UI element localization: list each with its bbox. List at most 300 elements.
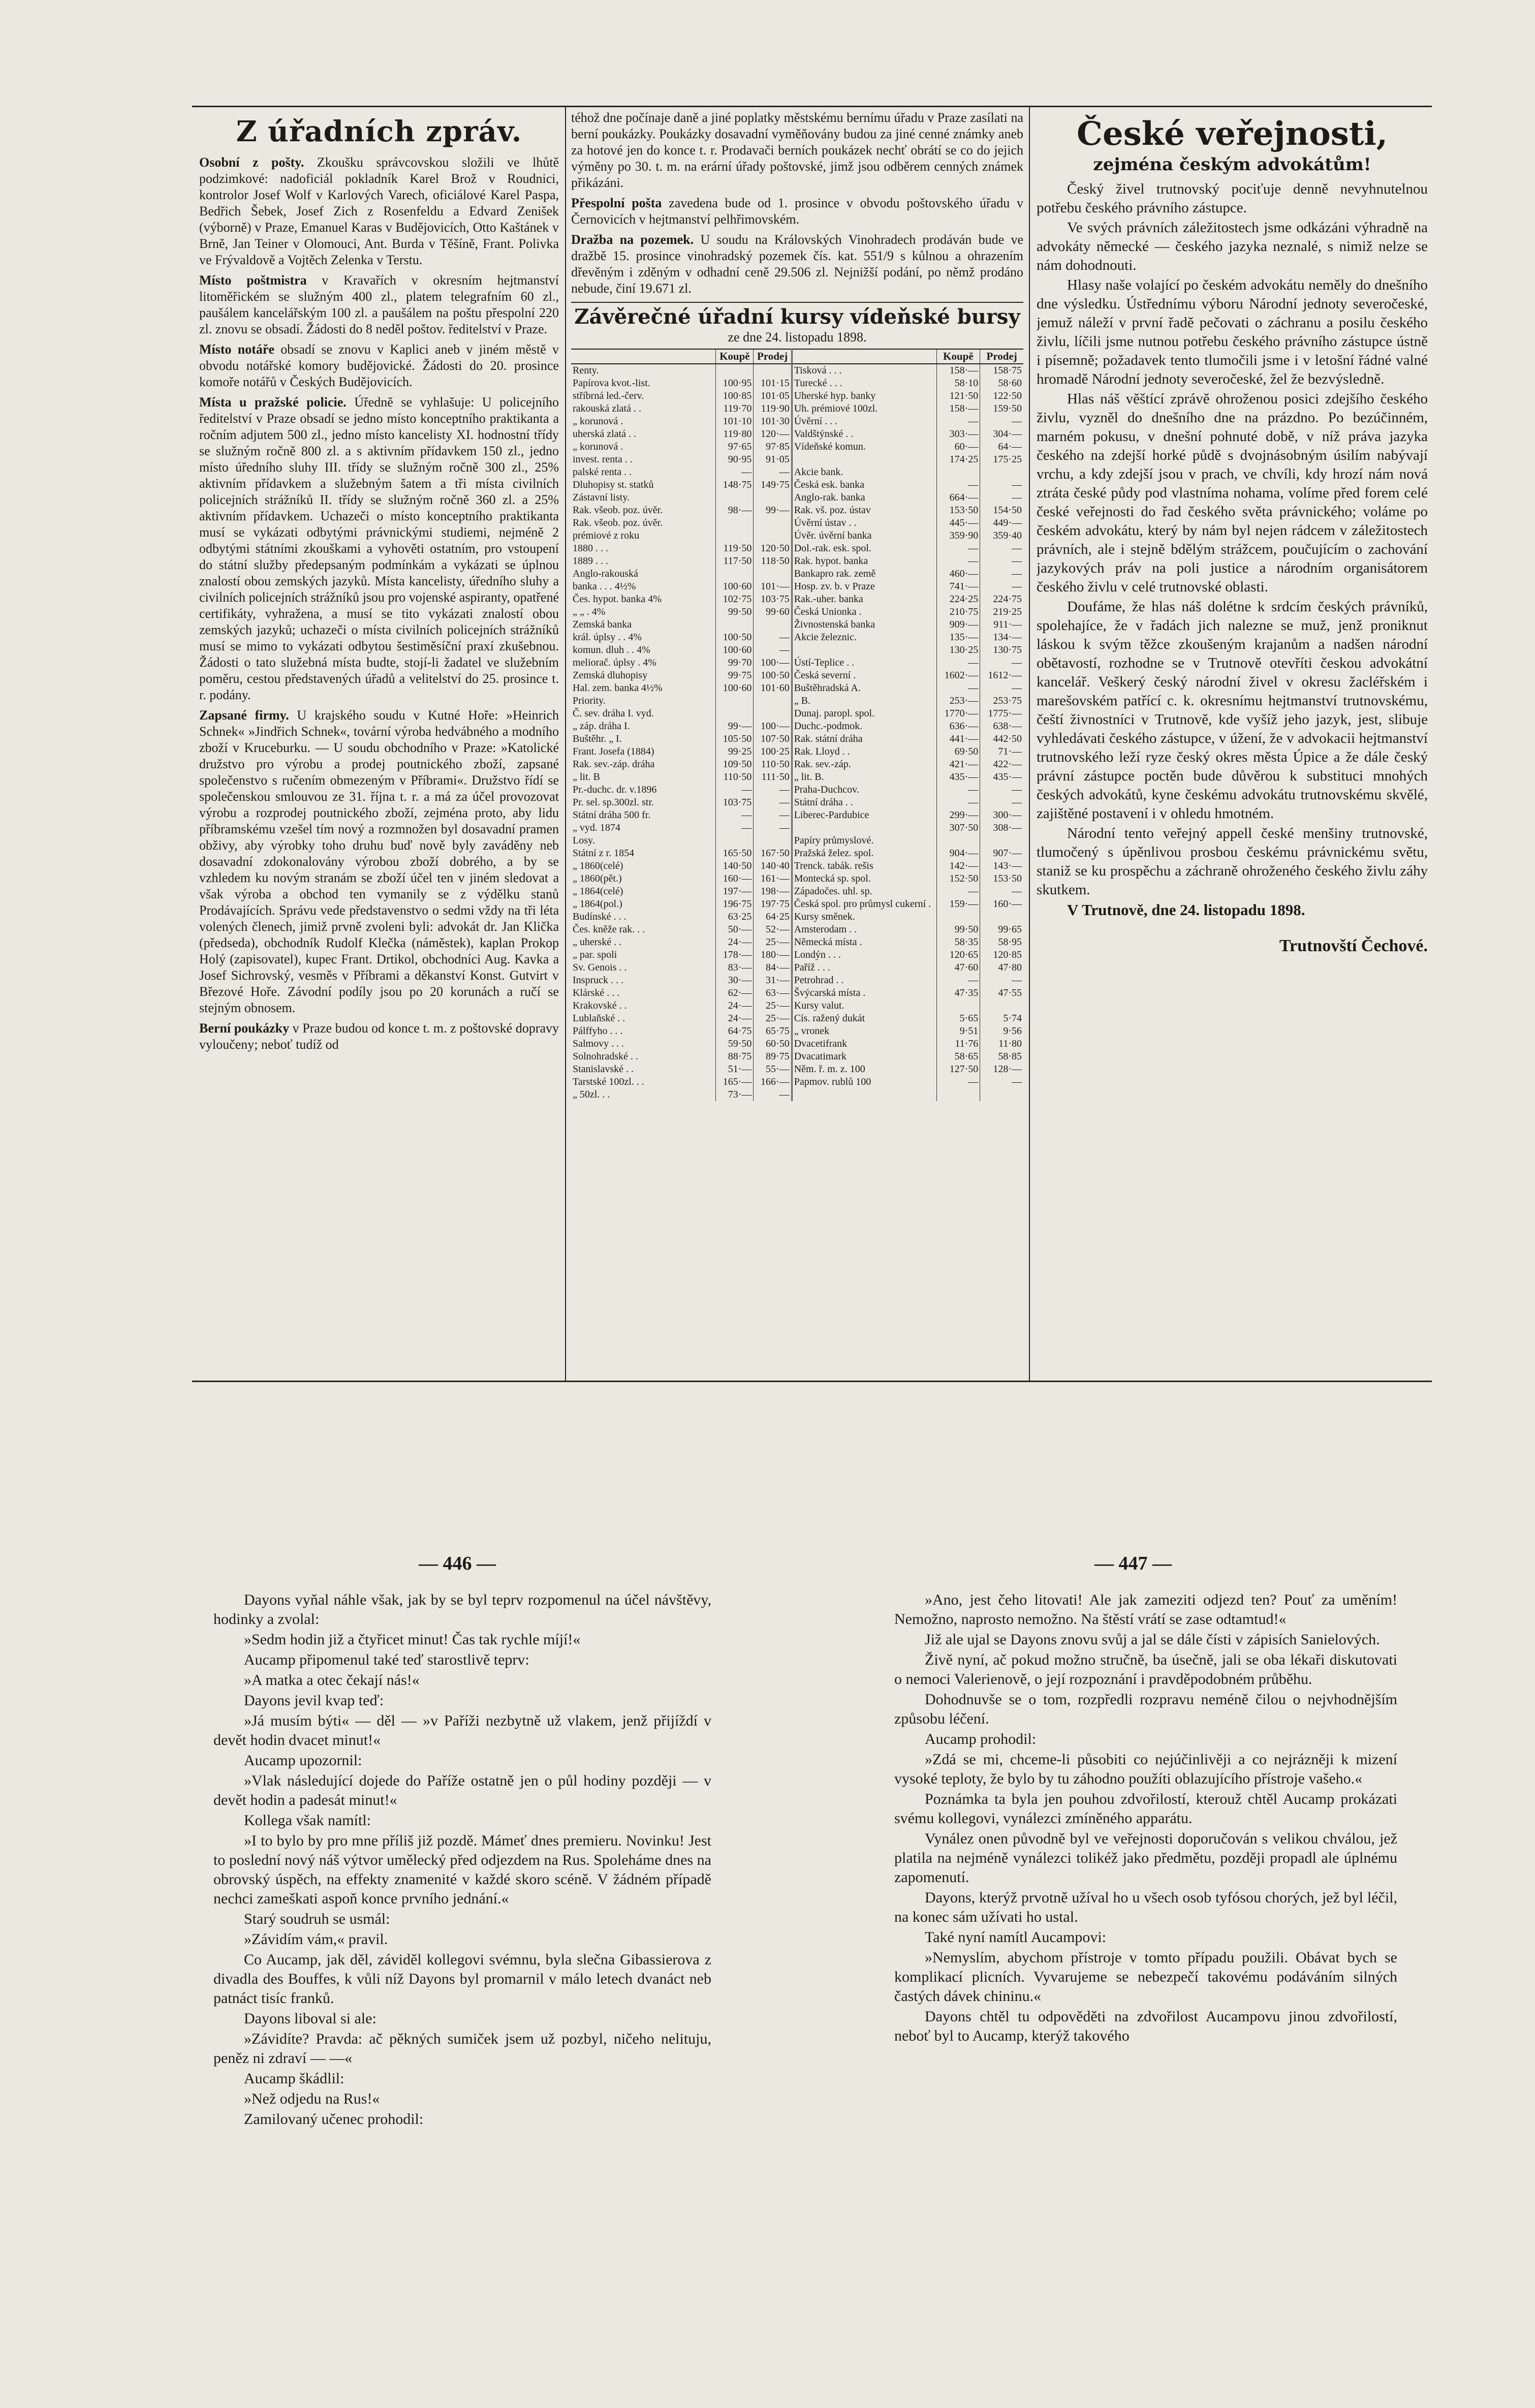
security-name: Kursy směnek. (792, 911, 936, 923)
sell-price: — (980, 580, 1023, 593)
table-row (571, 656, 1023, 669)
sell-price: 1775·— (980, 707, 1023, 720)
security-name: Hal. zem. banka 4½% (573, 682, 663, 694)
security-name: Salmovy . . . (573, 1038, 624, 1049)
sell-price (754, 517, 792, 529)
buy-price: 90·95 (716, 453, 754, 466)
table-row (571, 745, 1023, 758)
security-name: Něm. ř. m. z. 100 (792, 1063, 936, 1076)
buy-price: 103·75 (716, 796, 754, 809)
table-row (571, 1038, 1023, 1050)
novel-paragraph: Dayons, kterýž prvotně užíval ho u všech osob tyfósou chorých, jež byl léčil, na konec sám užívati ho ustal. (894, 1889, 1397, 1925)
buy-price: — (936, 542, 980, 555)
sell-price (754, 618, 792, 631)
security-name: Pr.-duchc. dr. v.1896 (573, 784, 657, 795)
security-name: Anglo-rakouská (573, 568, 638, 579)
sell-price (980, 834, 1023, 847)
table-row (571, 682, 1023, 695)
security-name: Amsterodam . . (792, 923, 936, 936)
sell-price: 130·75 (980, 644, 1023, 656)
table-row (571, 911, 1023, 923)
security-name: stříbrná led.-červ. (573, 390, 644, 401)
security-name: Česká severní . (792, 669, 936, 682)
sell-price: 435·— (980, 771, 1023, 784)
sell-price: — (980, 796, 1023, 809)
buy-price (936, 834, 980, 847)
buy-price (716, 707, 754, 720)
buy-price (716, 517, 754, 529)
buy-price: 47·60 (936, 961, 980, 974)
article-title: Osobní z pošty. (199, 155, 304, 170)
table-row (571, 415, 1023, 428)
sell-price: 31·— (754, 974, 792, 987)
section-heading: Z úřadních zpráv. (236, 115, 522, 148)
paragraph: Hlas náš věštící zprávě ohroženou posici zdejšího českého živlu, vyzněl do dnešního dne na prázdno. Po bezúčinném, marném pokusu, v dnešní pohnuté době, v níž práva jazyka českého na zdejší horké půdě s dvojnásobným úsilím nabývají vrchu, a kdy zdejší jsou v prach, ve chvíli, kdy hrozí nám nová ztráta české půdy pod vlastníma nohama, volíme před forem celé české veřejnosti do řad českého světa právnického; voláme po českém advokátu, který by nám byl nejen rádcem v záležitostech právních, ale i stejně bdělým strážcem, poučujícím o zachování jazykových práv na poli justice a národním organisátorem českého živlu v celé trutnovské oblasti. (1037, 391, 1428, 595)
buy-price: — (936, 479, 980, 491)
table-row (571, 936, 1023, 949)
buy-price: 58·65 (936, 1050, 980, 1063)
column-rule-2 (1029, 106, 1030, 1381)
table-row (571, 402, 1023, 415)
security-name: Rak. sev.-záp. (792, 758, 936, 771)
table-row (571, 479, 1023, 491)
sell-price: — (980, 555, 1023, 568)
buy-price: 99·25 (716, 745, 754, 758)
buy-price: 224·25 (936, 593, 980, 606)
table-row (571, 771, 1023, 784)
article-title: Místa u pražské policie. (199, 395, 347, 410)
security-name: Buštěhradská A. (792, 682, 936, 695)
buy-price: 119·80 (716, 428, 754, 441)
security-name: Turecké . . . (792, 377, 936, 390)
sell-price: 25·— (754, 936, 792, 949)
sell-price: 91·05 (754, 453, 792, 466)
security-name: Stanislavské . . (573, 1064, 634, 1075)
security-name: Zástavní listy. (573, 492, 630, 503)
bottom-border (192, 1381, 1432, 1382)
security-name: Úvěrní . . . (792, 415, 936, 428)
buy-price: 73·— (716, 1088, 754, 1101)
buy-price (716, 618, 754, 631)
novel-paragraph: »Vlak následující dojede do Paříže ostatně jen o půl hodiny později — v devět hodin a padesát minut!« (213, 1772, 711, 1808)
table-row (571, 453, 1023, 466)
security-name: Liberec-Pardubice (792, 809, 936, 822)
buy-price: 909·— (936, 618, 980, 631)
sell-price: — (754, 784, 792, 796)
sell-price: — (754, 822, 792, 834)
sell-price: — (980, 542, 1023, 555)
novel-text (213, 1590, 711, 2129)
table-row (571, 898, 1023, 911)
novel-paragraph: Dayons vyňal náhle však, jak by se byl teprv rozpomenul na účel návštěvy, hodinky a zvolal: (213, 1591, 711, 1628)
security-name: Ústí-Teplice . . (792, 656, 936, 669)
buy-price: 741·— (936, 580, 980, 593)
buy-price (716, 834, 754, 847)
sell-price: 128·— (980, 1063, 1023, 1076)
article (199, 341, 559, 390)
buy-price: 174·25 (936, 453, 980, 466)
buy-price: — (716, 809, 754, 822)
buy-price: 140·50 (716, 860, 754, 872)
table-row (571, 733, 1023, 745)
article-title: Zapsané firmy. (199, 708, 289, 723)
article-continuation: téhož dne počínaje daně a jiné poplatky městskému bernímu úřadu v Praze zasílati na berní poukázky. Poukázky dosavadní vyměňovány budou za jiné cenné známky aneb za hotové jen do konce t. r. Prodavači berních poukázek nechť obrátí se co do jejich výměny po 30. t. m. na erární úřady poštovské, jimž jsou odběrem cenných známek přikázáni. (571, 110, 1023, 190)
table-row (571, 720, 1023, 733)
security-name: prémiové z roku (573, 530, 640, 541)
novel-page-right (894, 1590, 1397, 2393)
buy-price: 100·50 (716, 631, 754, 644)
paragraph: Hlasy naše volající po českém advokátu neměly do dnešního dne výsledku. Ústřednímu výboru Národní jednoty severočeské, jemuž náleží v první řadě pečovati o záchranu a posilu českého živlu, líčili jsme nutnou potřebu českého právního zástupce ústně i písemně; požadavek tento tlumočili jsme i v letošní řádné valné hromadě Národní jednoty severočeské, žel že bezvýsledně. (1037, 277, 1428, 387)
sell-price: 101·— (754, 580, 792, 593)
novel-paragraph: »Nemyslím, abychom přístroje v tomto případu použili. Obávat bych se komplikací plicních. Vyvarujeme se nebezpečí takovému podáváním silných častých dávek chininu.« (894, 1949, 1397, 2005)
security-name: Rak.-uher. banka (792, 593, 936, 606)
sell-price: 111·50 (754, 771, 792, 784)
buy-price: 130·25 (936, 644, 980, 656)
security-name: Uherské hyp. banky (792, 390, 936, 402)
security-name: Solnohradské . . (573, 1051, 638, 1062)
buy-price: 664·— (936, 491, 980, 504)
novel-paragraph: Vynález onen původně byl ve veřejnosti doporučován s velikou chválou, jež platila na nejméně vynálezci tolikéž jako předmětu, později propadl ale úplnému zapomenutí. (894, 1830, 1397, 1886)
novel-paragraph: Aucamp prohodil: (925, 1731, 1037, 1747)
buy-price: 99·75 (716, 669, 754, 682)
buy-price: 121·50 (936, 390, 980, 402)
sell-price: 107·50 (754, 733, 792, 745)
sell-price: 198·— (754, 885, 792, 898)
security-name: „ uherské . . (573, 936, 622, 948)
buy-price: 460·— (936, 568, 980, 580)
sell-price: — (980, 415, 1023, 428)
security-name: „ 1860(pět.) (573, 873, 622, 884)
buy-price: 58·35 (936, 936, 980, 949)
novel-paragraph: Také nyní namítl Aucampovi: (925, 1929, 1106, 1946)
buy-price: — (936, 682, 980, 695)
sell-price: 175·25 (980, 453, 1023, 466)
security-name: Č. sev. dráha I. vyd. (573, 708, 654, 719)
sell-price: 159·50 (980, 402, 1023, 415)
security-name: Dunaj. paropl. spol. (792, 707, 936, 720)
sell-price: 100·— (754, 656, 792, 669)
security-name: „ „ . 4% (573, 606, 606, 617)
security-name: Pálffyho . . . (573, 1025, 623, 1037)
security-name: Klárské . . . (573, 987, 620, 998)
sell-price (754, 491, 792, 504)
security-name: Rak. státní dráha (792, 733, 936, 745)
sell-price: 110·50 (754, 758, 792, 771)
security-name: Montecká sp. spol. (792, 872, 936, 885)
buy-price: 152·50 (936, 872, 980, 885)
security-name: „ lit. B (573, 771, 600, 783)
security-name: Čes. kněže rak. . . (573, 924, 645, 935)
sell-price: — (754, 809, 792, 822)
buy-price: 109·50 (716, 758, 754, 771)
buy-price: 178·— (716, 949, 754, 961)
security-name: Německá místa . (792, 936, 936, 949)
paragraph: Ve svých právních záležitostech jsme odkázáni výhradně na advokáty německé — českého jazyka neznalé, s nimiž nelze se nám dohodnouti. (1037, 220, 1428, 273)
table-row (571, 784, 1023, 796)
table-row (571, 542, 1023, 555)
buy-price: 120·65 (936, 949, 980, 961)
security-name: Papírova kvot.-list. (573, 378, 650, 389)
col-header-buy: Koupě (716, 349, 754, 364)
security-name: 1889 . . . (573, 555, 608, 567)
security-name: palské renta . . (573, 466, 632, 478)
security-name: Renty. (573, 365, 599, 376)
appeal-heading: České veřejnosti, (1077, 115, 1388, 153)
security-name: Úvěr. úvěrní banka (792, 529, 936, 542)
sell-price: 58·95 (980, 936, 1023, 949)
security-name: Buštěhr. „ I. (573, 733, 622, 744)
table-row (571, 1088, 1023, 1101)
security-name: Cís. ražený dukát (792, 1012, 936, 1025)
security-name: Dluhopisy st. statků (573, 479, 654, 490)
security-name: Bankapro rak. země (792, 568, 936, 580)
security-name: Úvěrní ústav . . (792, 517, 936, 529)
dateline: V Trutnově, dne 24. listopadu 1898. (1067, 901, 1305, 919)
buy-price: — (716, 466, 754, 479)
security-name: Česká Unionka . (792, 606, 936, 618)
table-row (571, 796, 1023, 809)
sell-price: 101·05 (754, 390, 792, 402)
security-name: Akcie bank. (792, 466, 936, 479)
table-row (571, 364, 1023, 377)
security-name: Duchc.-podmok. (792, 720, 936, 733)
sell-price: 100·25 (754, 745, 792, 758)
security-name: „ vronek (792, 1025, 936, 1038)
sell-price: 120·— (754, 428, 792, 441)
security-name: Petrohrad . . (792, 974, 936, 987)
sell-price: 122·50 (980, 390, 1023, 402)
buy-price: 110·50 (716, 771, 754, 784)
sell-price: — (980, 1076, 1023, 1088)
security-name (792, 822, 936, 834)
sell-price: 304·— (980, 428, 1023, 441)
buy-price: — (936, 415, 980, 428)
buy-price: — (936, 656, 980, 669)
buy-price (936, 911, 980, 923)
sell-price: 100·50 (754, 669, 792, 682)
top-border (192, 106, 1432, 107)
article (571, 232, 1023, 297)
table-row (571, 428, 1023, 441)
novel-paragraph: »Zdá se mi, chceme-li působiti co nejúčinlivěji a co nejrázněji k mizení vysoké teploty, že bylo by tu záhodno použíti oblazujícího přístroje vašeho.« (894, 1751, 1397, 1787)
novel-paragraph: »A matka a otec čekají nás!« (244, 1672, 420, 1688)
article-text: U soudu na Královských Vinohradech prodáván bude ve dražbě 15. prosince vinohradský pozemek čís. kat. 551/9 s kůlnou a ohrazením dřevěným i zděným v odhadní ceně 29.506 zl. Nejnižší podání, po němž prodáno nebude, činí 19.671 zl. (571, 232, 1023, 296)
exchange-rates-title: Závěrečné úřadní kursy vídeňské bursy (574, 305, 1020, 329)
buy-price: — (936, 885, 980, 898)
table-row (571, 669, 1023, 682)
buy-price: 303·— (936, 428, 980, 441)
sell-price: 58·60 (980, 377, 1023, 390)
buy-price: 69·50 (936, 745, 980, 758)
column-official-news (199, 112, 559, 1377)
security-name (792, 453, 936, 466)
buy-price: 142·— (936, 860, 980, 872)
sell-price: 58·85 (980, 1050, 1023, 1063)
sell-price: — (980, 491, 1023, 504)
table-row (571, 441, 1023, 453)
sell-price: 120·50 (754, 542, 792, 555)
buy-price: 307·50 (936, 822, 980, 834)
security-name: Státní dráha . . (792, 796, 936, 809)
buy-price (716, 491, 754, 504)
sell-price: 224·75 (980, 593, 1023, 606)
novel-page-left (213, 1590, 711, 2393)
paragraph: Český živel trutnovský pociťuje denně nevyhnutelnou potřebu českého právního zástupce. (1037, 181, 1428, 216)
novel-paragraph: Kollega však namítl: (244, 1812, 371, 1829)
table-row (571, 872, 1023, 885)
sell-price (754, 695, 792, 707)
article (199, 707, 559, 1016)
buy-price: 100·60 (716, 580, 754, 593)
col-header-buy: Koupě (936, 349, 980, 364)
article-title: Místo notáře (199, 342, 274, 357)
security-name (792, 644, 936, 656)
sell-price: 5·74 (980, 1012, 1023, 1025)
buy-price: 51·— (716, 1063, 754, 1076)
sell-price (754, 834, 792, 847)
signature: Trutnovští Čechové. (1279, 936, 1428, 955)
security-name: „ 50zl. . . (573, 1089, 610, 1100)
sell-price: 60·50 (754, 1038, 792, 1050)
table-row (571, 580, 1023, 593)
table-row (571, 1063, 1023, 1076)
sell-price: 118·50 (754, 555, 792, 568)
sell-price: 638·— (980, 720, 1023, 733)
sell-price: — (980, 784, 1023, 796)
security-name: Rak. všeob. poz. úvěr. (573, 505, 663, 516)
table-row (571, 809, 1023, 822)
buy-price: 99·70 (716, 656, 754, 669)
security-name: Londýn . . . (792, 949, 936, 961)
buy-price (716, 364, 754, 377)
security-name: Státní dráha 500 fr. (573, 809, 651, 821)
novel-paragraph: Co Aucamp, jak děl, záviděl kollegovi svémnu, byla slečna Gibassierova z divadla des Bouffes, k vůli níž Dayons byl promarnil v málo letech dvanáct neb patnáct tisíc franků. (213, 1951, 711, 2007)
security-name: meliorač. úplsy . 4% (573, 657, 656, 668)
buy-price: 117·50 (716, 555, 754, 568)
novel-paragraph: Aucamp upozornil: (244, 1752, 362, 1769)
security-name: Státní z r. 1854 (573, 848, 635, 859)
buy-price: — (936, 784, 980, 796)
buy-price: 88·75 (716, 1050, 754, 1063)
buy-price: 64·75 (716, 1025, 754, 1038)
security-name: „ záp. dráha I. (573, 721, 630, 732)
buy-price (936, 999, 980, 1012)
security-name: „ 1860(celé) (573, 860, 623, 871)
sell-price: 158·75 (980, 364, 1023, 377)
security-name: „ 1864(pol.) (573, 898, 622, 910)
sell-price: 300·— (980, 809, 1023, 822)
col-header-sell: Prodej (754, 349, 792, 364)
buy-price: 105·50 (716, 733, 754, 745)
table-row (571, 1012, 1023, 1025)
buy-price (716, 568, 754, 580)
table-row (571, 618, 1023, 631)
buy-price: 101·10 (716, 415, 754, 428)
security-name: uherská zlatá . . (573, 428, 636, 440)
sell-price: — (980, 656, 1023, 669)
novel-paragraph: Zamilovaný učenec prohodil: (244, 2111, 424, 2128)
article (571, 195, 1023, 228)
sell-price: 1612·— (980, 669, 1023, 682)
security-name: Zemská banka (573, 619, 632, 630)
novel-paragraph: »Já musím býti« — děl — »v Paříži nezbytně už vlakem, jenž přijíždí v devět hodin dvacet minut!« (213, 1712, 711, 1748)
sell-price: 11·80 (980, 1038, 1023, 1050)
article (199, 1020, 559, 1053)
security-name: Papmov. rublů 100 (792, 1076, 936, 1088)
table-row (571, 1050, 1023, 1063)
security-name: Praha-Duchcov. (792, 784, 936, 796)
buy-price: 100·95 (716, 377, 754, 390)
security-name: Lublaňské . . (573, 1013, 625, 1024)
novel-paragraph: »Než odjedu na Rus!« (244, 2090, 380, 2107)
buy-price: 30·— (716, 974, 754, 987)
sell-price: 308·— (980, 822, 1023, 834)
security-name: Živnostenská banka (792, 618, 936, 631)
sell-price: 154·50 (980, 504, 1023, 517)
table-row (571, 949, 1023, 961)
sell-price: 101·15 (754, 377, 792, 390)
buy-price: 47·35 (936, 987, 980, 999)
buy-price: 904·— (936, 847, 980, 860)
buy-price: 441·— (936, 733, 980, 745)
sell-price: 167·50 (754, 847, 792, 860)
page-number-right: — 447 — (1094, 1553, 1172, 1574)
table-row (571, 758, 1023, 771)
table-row (571, 974, 1023, 987)
security-name: Paříž . . . (792, 961, 936, 974)
security-name: Pr. sel. sp.300zl. str. (573, 797, 654, 808)
security-name: Anglo-rak. banka (792, 491, 936, 504)
sell-price: — (980, 479, 1023, 491)
sell-price: 153·50 (980, 872, 1023, 885)
buy-price: 153·50 (936, 504, 980, 517)
buy-price: 50·— (716, 923, 754, 936)
sell-price: 9·56 (980, 1025, 1023, 1038)
sell-price: 64·— (980, 441, 1023, 453)
buy-price: 1602·— (936, 669, 980, 682)
sell-price: — (754, 796, 792, 809)
security-name: „ B. (792, 695, 936, 707)
buy-price: 421·— (936, 758, 980, 771)
article (199, 272, 559, 337)
security-name: Rak. všeob. poz. úvěr. (573, 517, 663, 528)
security-name: Papíry průmyslové. (792, 834, 936, 847)
buy-price: 59·50 (716, 1038, 754, 1050)
table-row (571, 885, 1023, 898)
security-name: král. úplsy . . 4% (573, 632, 642, 643)
buy-price: 445·— (936, 517, 980, 529)
novel-paragraph: »Závidíte? Pravda: ač pěkných sumiček jsem už pozbyl, ničeho nelituju, peněz ni zdraví — —« (213, 2030, 711, 2067)
buy-price: 636·— (936, 720, 980, 733)
article-title: Přespolní pošta (571, 196, 662, 210)
table-row (571, 1025, 1023, 1038)
exchange-rates-date: ze dne 24. listopadu 1898. (728, 330, 867, 345)
sell-price: 120·85 (980, 949, 1023, 961)
novel-paragraph: Dayons jevil kvap teď: (244, 1692, 384, 1709)
col-header-sell: Prodej (980, 349, 1023, 364)
novel-paragraph: Živě nyní, ač pokud možno stručně, ba úsečně, jali se oba lékaři diskutovati o nemoci Valerienově, o její rozpoznání i pravděpodobném průběhu. (894, 1651, 1397, 1687)
sell-price: — (980, 682, 1023, 695)
novel-paragraph: »Sedm hodin již a čtyřicet minut! Čas tak rychle míjí!« (244, 1631, 581, 1648)
security-name: Dol.-rak. esk. spol. (792, 542, 936, 555)
sell-price (754, 568, 792, 580)
buy-price: — (936, 1076, 980, 1088)
security-name: Česká spol. pro průmysl cukerní . (792, 898, 936, 911)
novel-text (894, 1590, 1397, 2046)
security-name: Tisková . . . (792, 364, 936, 377)
buy-price: 359·90 (936, 529, 980, 542)
sell-price: 99·— (754, 504, 792, 517)
